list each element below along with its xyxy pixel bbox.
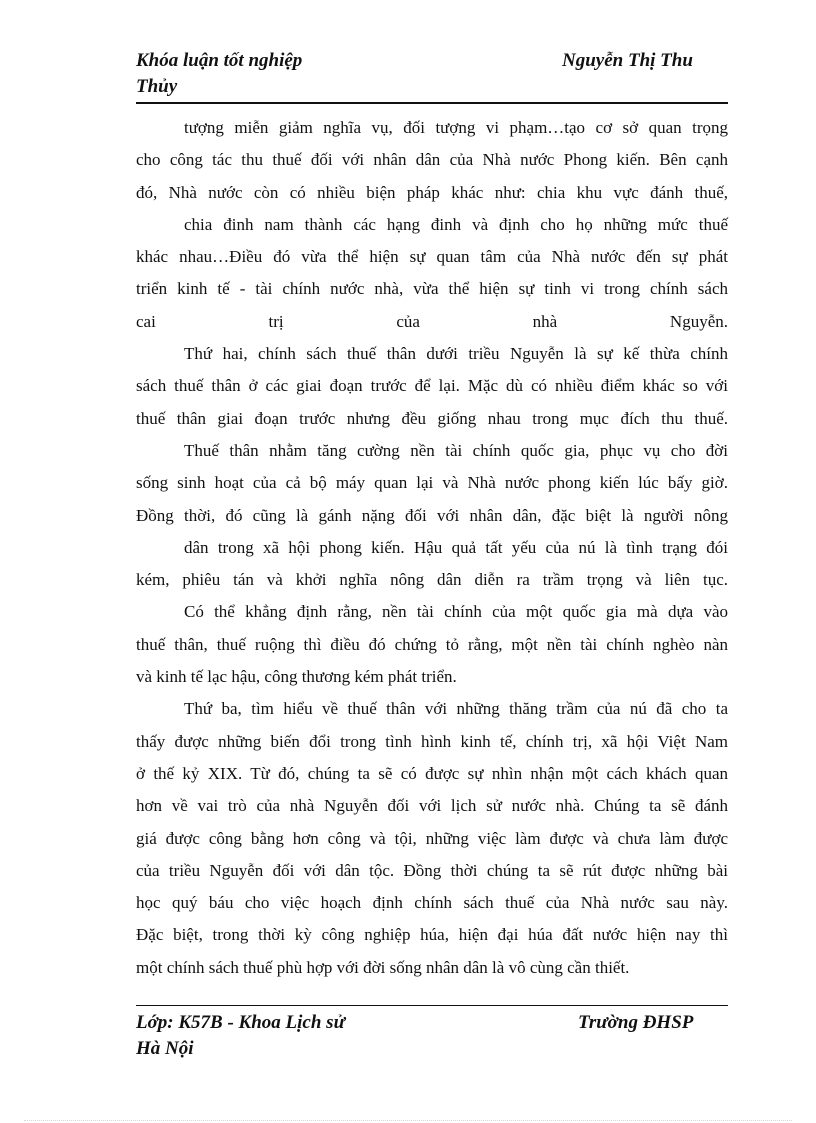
- body-line: kém, phiêu tán và khởi nghĩa nông dân diễn ra trầm trọng và liên tục.: [136, 570, 728, 590]
- body-line: một chính sách thuế phù hợp với đời sống nhân dân là vô cùng cần thiết.: [136, 957, 630, 977]
- body-line: Thuế thân nhằm tăng cường nền tài chính quốc gia, phục vụ cho đời: [184, 440, 728, 460]
- header-author-name: Nguyễn Thị Thu: [562, 50, 693, 71]
- footer-class-department: Lớp: K57B - Khoa Lịch sử: [136, 1012, 345, 1033]
- body-line: hơn về vai trò của nhà Nguyễn đối với lịch sử nước nhà. Chúng ta sẽ đánh: [136, 796, 728, 816]
- body-line: Có thể khẳng định rằng, nền tài chính của một quốc gia mà dựa vào: [184, 602, 728, 622]
- document-body: [136, 112, 728, 984]
- body-line: Thứ hai, chính sách thuế thân dưới triều Nguyễn là sự kế thừa chính: [184, 344, 728, 364]
- body-line: thuế thân, thuế ruộng thì điều đó chứng tỏ rằng, một nền tài chính nghèo nàn: [136, 634, 728, 654]
- header-divider: [136, 102, 728, 104]
- body-line: tượng miễn giảm nghĩa vụ, đối tượng vi phạm…tạo cơ sở quan trọng: [184, 118, 728, 137]
- body-line: Đặc biệt, trong thời kỳ công nghiệp húa, hiện đại húa đất nước hiện nay thì: [136, 925, 728, 945]
- body-line: sống sinh hoạt của cả bộ máy quan lại và Nhà nước phong kiến lúc bấy giờ.: [136, 473, 728, 493]
- body-line: Thứ ba, tìm hiểu về thuế thân với những thăng trầm của nú đã cho ta: [184, 699, 728, 719]
- body-line: ở thế kỷ XIX. Từ đó, chúng ta sẽ có được sự nhìn nhận một cách khách quan: [136, 763, 728, 783]
- body-line: của triều Nguyễn đối với dân tộc. Đồng thời chúng ta sẽ rút được những bài: [136, 860, 728, 880]
- body-line: cai trị của nhà Nguyễn.: [136, 311, 728, 331]
- header-author-name-continued: Thủy: [136, 76, 178, 97]
- body-line: triển kinh tế - tài chính nước nhà, vừa thể hiện sự tinh vi trong chính sách: [136, 279, 728, 299]
- header-document-type: Khóa luận tốt nghiệp: [136, 50, 303, 71]
- footer-university: Trường ĐHSP: [578, 1012, 694, 1033]
- body-line: học quý báu cho việc hoạch định chính sách thuế của Nhà nước sau này.: [136, 893, 728, 913]
- footer-divider: [136, 1005, 728, 1006]
- body-line: thấy được những biến đổi trong tình hình kinh tế, chính trị, xã hội Việt Nam: [136, 731, 728, 751]
- body-line: Đồng thời, đó cũng là gánh nặng đối với nhân dân, đặc biệt là người nông: [136, 505, 728, 525]
- body-line: và kinh tế lạc hậu, công thương kém phát triển.: [136, 667, 457, 687]
- footer-university-continued: Hà Nội: [136, 1038, 194, 1059]
- body-line: khác nhau…Điều đó vừa thể hiện sự quan tâm của Nhà nước đến sự phát: [136, 247, 728, 267]
- body-line: giá được công bằng hơn công và tội, những việc làm được và chưa làm được: [136, 828, 728, 848]
- body-line: sách thuế thân ở các giai đoạn trước để lại. Mặc dù có nhiều điểm khác so với: [136, 376, 728, 396]
- body-line: cho công tác thu thuế đối với nhân dân của Nhà nước Phong kiến. Bên cạnh: [136, 150, 728, 170]
- page-bottom-edge: [24, 1120, 792, 1121]
- body-line: đó, Nhà nước còn có nhiều biện pháp khác như: chia khu vực đánh thuế,: [136, 182, 728, 202]
- body-line: dân trong xã hội phong kiến. Hậu quả tất yếu của nú là tình trạng đói: [184, 537, 728, 557]
- body-line: thuế thân giai đoạn trước nhưng đều giống nhau trong mục đích thu thuế.: [136, 408, 728, 428]
- body-line: chia đinh nam thành các hạng đinh và định cho họ những mức thuế: [184, 214, 728, 234]
